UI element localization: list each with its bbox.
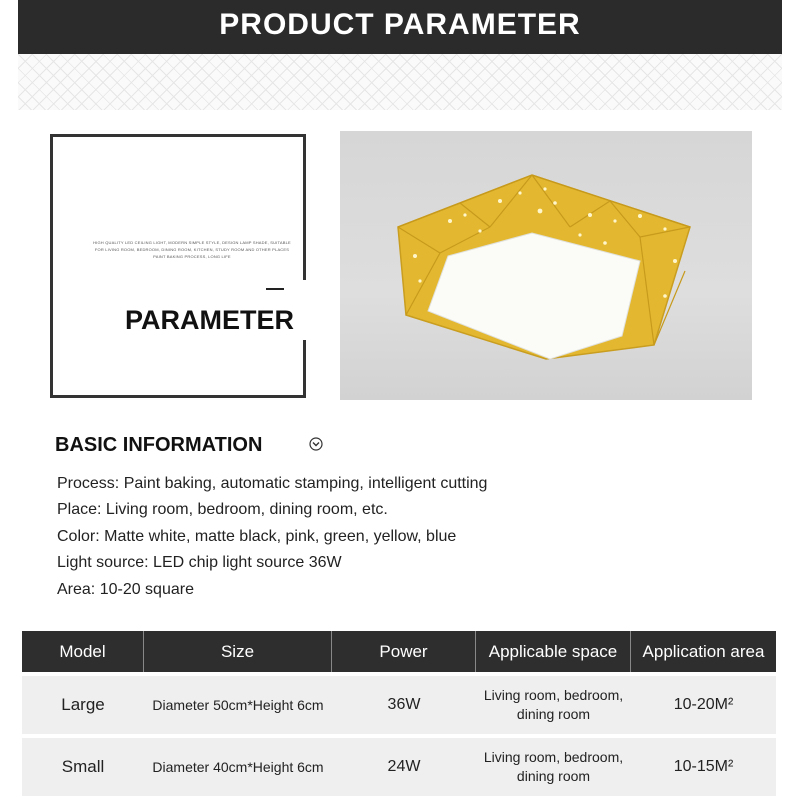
header-model: Model (22, 631, 144, 672)
cell-size: Diameter 50cm*Height 6cm (144, 672, 332, 734)
fine-print-line: HIGH QUALITY LED CEILING LIGHT, MODERN SIMPLE STYLE, DESIGN LAMP SHADE, SUITABLE (93, 240, 291, 245)
parameter-dash (266, 288, 284, 290)
header-power: Power (332, 631, 476, 672)
decorative-lattice-pattern (18, 54, 782, 110)
space-line: Living room, bedroom, (483, 749, 624, 765)
page-title: PRODUCT PARAMETER (219, 8, 581, 41)
cell-application-area: 10-20M² (631, 672, 776, 734)
space-line: Living room, bedroom, (483, 687, 624, 703)
fine-print-line: PAINT BAKING PROCESS, LONG LIFE (153, 254, 231, 259)
table-row (22, 734, 776, 796)
space-line: dining room (516, 706, 591, 722)
info-light-source: Light source: LED chip light source 36W (57, 554, 342, 571)
info-place: Place: Living room, bedroom, dining room, etc. (57, 501, 388, 518)
cell-power: 36W (332, 672, 476, 734)
parameter-fine-print (92, 239, 292, 260)
header-application-area: Application area (631, 631, 776, 672)
cell-size: Diameter 40cm*Height 6cm (144, 734, 332, 796)
pentagon-ceiling-lamp-illustration (340, 131, 752, 400)
table-row (22, 672, 776, 734)
table-header-row (22, 631, 776, 672)
cell-model: Small (22, 734, 144, 796)
spec-table (22, 631, 776, 796)
frame-gap (295, 280, 315, 340)
info-area: Area: 10-20 square (57, 581, 194, 598)
chevron-down-circle-icon (309, 437, 323, 451)
header-size: Size (144, 631, 332, 672)
cell-application-area: 10-15M² (631, 734, 776, 796)
info-color: Color: Matte white, matte black, pink, green, yellow, blue (57, 528, 457, 545)
product-image (340, 131, 752, 400)
header-applicable-space: Applicable space (476, 631, 631, 672)
info-process: Process: Paint baking, automatic stamping, intelligent cutting (57, 475, 488, 492)
space-line: dining room (516, 768, 591, 784)
basic-information-title: BASIC INFORMATION (55, 434, 263, 456)
cell-model: Large (22, 672, 144, 734)
fine-print-line: FOR LIVING ROOM, BEDROOM, DINING ROOM, KITCHEN, STUDY ROOM AND OTHER PLACES (94, 247, 290, 252)
cell-power: 24W (332, 734, 476, 796)
cell-applicable-space (476, 672, 631, 734)
cell-applicable-space (476, 734, 631, 796)
parameter-frame (50, 134, 306, 398)
parameter-title: PARAMETER (125, 305, 295, 335)
